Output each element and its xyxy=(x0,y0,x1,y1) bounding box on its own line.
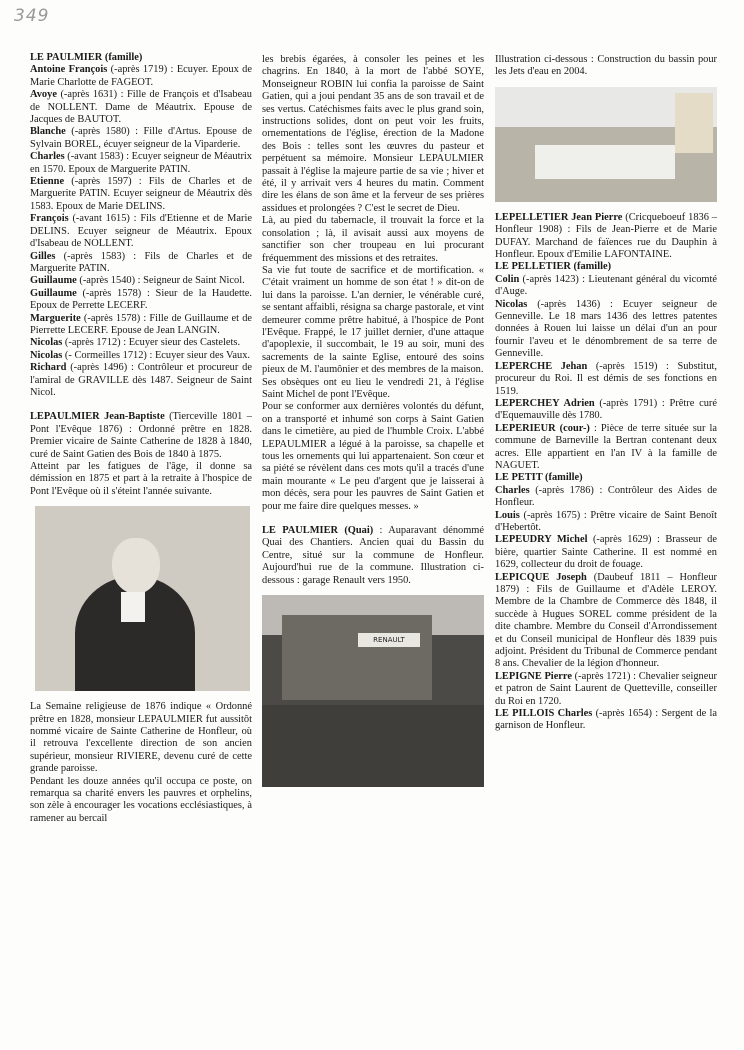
family-entries xyxy=(30,64,252,399)
entry-text: (-après 1597) : Fils de Charles et de Marguerite PATIN. Ecuyer seigneur de Méautrix dès 1583. Epoux de Marie DELINS. xyxy=(30,176,252,212)
entry-text: (-après 1675) : Prêtre vicaire de Saint Benoît d'Hebertôt. xyxy=(495,509,717,533)
column-1 xyxy=(30,52,252,825)
entry-guillaume-1540 xyxy=(30,275,252,287)
entry-name: Nicolas xyxy=(495,298,528,310)
entry-lepelletier xyxy=(495,212,717,262)
entry-text: (-après 1721) : Chevalier seigneur et patron de Saint Laurent de Quetteville, conseiller du Roi en 1720. xyxy=(495,670,718,707)
entry-guillaume-1578 xyxy=(30,288,252,313)
entry-text: (-après 1540) : Seigneur de Saint Nicol. xyxy=(76,275,245,287)
entry-louis xyxy=(495,510,717,535)
entry-text: (-avant 1615) : Fils d'Etienne et de Marie DELINS. Ecuyer seigneur de Méautrix. Epoux d'Isabeau de NOLLENT. xyxy=(30,213,252,250)
entry-text: (Cricqueboeuf 1836 – Honfleur 1908) : Fils de Jean-Pierre et de Marie DUFAY. Marchand de faïences rue du Dauphin à Honfleur. Epoux d'Emilie LAFONTAINE. xyxy=(495,211,717,261)
entry-name: Nicolas xyxy=(30,337,63,349)
entry-francois xyxy=(30,213,252,250)
portrait-photo xyxy=(35,506,250,691)
entry-name: LEPELLETIER Jean Pierre xyxy=(495,211,623,223)
entry-text: (-après 1629) : Brasseur de bière, quartier Sainte Catherine. Il est nommé en 1629, collecteur du droit de fouage. xyxy=(495,534,717,571)
entry-charles xyxy=(30,151,252,176)
entry-text: (-après 1578) : Sieur de la Haudette. Epoux de Perrette LECERF. xyxy=(30,287,252,312)
paragraph: les brebis égarées, à consoler les peines et les chagrins. En 1840, à la mort de l'abbé SOYE, Monseigneur ROBIN lui confia la paroisse de Saint Gatien, qui a joui pendant 35 ans de son travail et de ses vertus. Catéchismes faits avec le plus grand soin, instructions solides, dont on peut voir les fruits, ornementations de l'église, érection de la Madone des Bois : telles sont les œuvres du pasteur et perpétuent sa mémoire. Monsieur LEPAULMIER passait à l'église la majeure partie de sa vie ; hiver et été, il y arrivait vers 4 heures du matin. Comment dire les élans de son âme et la ferveur de ses prières assidues et prolongées ? C'est le secret de Dieu. xyxy=(262,54,484,214)
paragraph: Sa vie fut toute de sacrifice et de mortification. « C'était vraiment un homme de son état ! » dit-on de lui dans la paroisse. L'an dernier, le vénérable curé, se sentant affaibli, résigna sa charge pastorale, et vint demeurer comme prêtre habitué, à l'hospice de Pont l'Evêque. Frappé, le 17 juillet dernier, d'une attaque d'apoplexie, il succombait, le 19 au soir, muni des sacrements de la sainte Eglise, entouré des soins pieux de M. l'aumônier et des membres de la maison. xyxy=(262,264,484,376)
entry-text: (-après 1496) : Contrôleur et procureur de l'amiral de GRAVILLE dès 1487. Seigneur de Saint Nicol. xyxy=(30,362,252,398)
entry-name: Louis xyxy=(495,509,520,521)
entry-name: Avoye xyxy=(30,89,57,101)
paragraph: Là, au pied du tabernacle, il trouvait la force et la consolation ; là, il avisait aussi aux moyens de sanctifier son cher troupeau en lui procurant fréquemment des missions et des retraites. xyxy=(262,215,484,264)
entry-name: Marguerite xyxy=(30,312,81,324)
basin-photo xyxy=(495,87,717,202)
entry-leperche xyxy=(495,361,717,398)
entry-text: (-avant 1583) : Ecuyer seigneur de Méautrix en 1570. Epoux de Marguerite PATIN. xyxy=(30,151,252,175)
entry-charles xyxy=(495,485,717,510)
entry-text: (-après 1580) : Fille d'Artus. Epouse de Sylvain BOREL, écuyer seigneur de la Viparderie. xyxy=(30,126,252,150)
entry-antoine-francois xyxy=(30,64,252,89)
column-2 xyxy=(262,54,484,797)
page-number: 349 xyxy=(14,6,50,26)
entry-name: Nicolas xyxy=(30,349,63,361)
family-heading: LE PAULMIER (famille) xyxy=(30,52,143,63)
entry-name: Blanche xyxy=(30,126,66,138)
entry-blanche xyxy=(30,126,252,151)
entry-name: Charles xyxy=(495,484,530,496)
entry-lepigne xyxy=(495,671,717,708)
entry-name: LEPICQUE Joseph xyxy=(495,571,587,583)
entry-avoye xyxy=(30,89,252,126)
entry-text: (-après 1631) : Fille de François et d'Isabeau de NOLLENT. Dame de Méautrix. Epouse de Jacques de BAUTOT. xyxy=(30,89,252,126)
entry-jean-baptiste xyxy=(30,411,252,461)
entry-text: (-après 1786) : Contrôleur des Aides de Honfleur. xyxy=(495,484,717,509)
entry-nicolas-1712 xyxy=(30,337,252,349)
entry-nicolas xyxy=(495,299,717,361)
paragraph: Ses obsèques ont eu lieu le vendredi 21, à l'église Saint Michel de pont l'Evêque. xyxy=(262,376,484,400)
entry-name: Gilles xyxy=(30,250,56,262)
entry-text: (-après 1654) : Sergent de la garnison de Honfleur. xyxy=(495,708,717,732)
entry-name: Guillaume xyxy=(30,275,77,287)
entry-name: François xyxy=(30,213,69,225)
garage-sign: RENAULT xyxy=(358,633,420,647)
entry-name: Colin xyxy=(495,273,520,285)
entry-text: (-après 1791) : Prêtre curé d'Equemauville dès 1780. xyxy=(495,397,717,422)
entry-text: (Tierceville 1801 – Pont l'Evêque 1876) : Ordonné prêtre en 1828. Premier vicaire de Sainte Catherine de 1828 à 1840, curé de Saint Gatien des Bois de 1840 à 1875. xyxy=(30,411,252,460)
column-3 xyxy=(495,54,717,733)
image-caption: Illustration ci-dessous : Construction du bassin pour les Jets d'eau en 2004. xyxy=(495,54,717,78)
entry-name: Guillaume xyxy=(30,287,77,299)
paragraph: Pour se conformer aux dernières volontés du défunt, on a transporté et inhumé son corps à Saint Gatien dans le cimetière, au pied de l'humble Croix. L'abbé LEPAULMIER a légué à la paroisse, sa chapelle et tous les ornements qui lui appartenaient. Son cœur et sa piété se révèlent dans ces mots qu'il a tracés d'une main mourante « Le peu d'argent que je laisserai à mon décès, sera pour les pauvres de Saint Gatien et pour me faire dire quelques messes. » xyxy=(262,401,484,512)
garage-photo xyxy=(262,595,484,787)
entry-name: LEPERCHEY Adrien xyxy=(495,397,595,409)
entry-quai xyxy=(262,525,484,587)
entry-lepeudry xyxy=(495,534,717,571)
paragraph: Atteint par les fatigues de l'âge, il donne sa démission en 1875 et part à la retraite à l'hospice de Pont l'Evêque où il s'éteint l'année suivante. xyxy=(30,461,252,497)
entry-text: (-après 1578) : Fille de Guillaume et de Pierrette LECERF. Epouse de Jean LANGIN. xyxy=(30,312,252,336)
entry-richard xyxy=(30,362,252,399)
entry-leperchey xyxy=(495,398,717,423)
entry-text: : Pièce de terre située sur la commune de Barneville la Bertran contenant deux acres. Elle appartient en l'an IV à la famille de NAGUET. xyxy=(495,422,717,471)
entry-name: LE PAULMIER (Quai) xyxy=(262,525,374,537)
entry-gilles xyxy=(30,251,252,276)
entry-lepicque xyxy=(495,572,717,671)
entry-name: Antoine François xyxy=(30,64,108,76)
entry-colin xyxy=(495,274,717,299)
entry-name: LEPERCHE Jehan xyxy=(495,360,588,372)
entry-name: LEPERIEUR (cour-) xyxy=(495,422,590,434)
entry-name: LE PILLOIS Charles xyxy=(495,708,593,720)
entry-name: LEPAULMIER Jean-Baptiste xyxy=(30,411,165,423)
entry-name: LEPIGNE Pierre xyxy=(495,670,572,682)
entry-leperieur xyxy=(495,423,717,473)
paragraph: La Semaine religieuse de 1876 indique « Ordonné prêtre en 1828, monsieur LEPAULMIER fut aussitôt nommé vicaire de Sainte Catherine de Honfleur, où il retrouva l'excellente direction de son ancien supérieur, monsieur RIVIERE, devenu curé de cette grande paroisse. xyxy=(30,701,252,775)
entry-marguerite xyxy=(30,313,252,338)
entry-le-pillois xyxy=(495,708,717,733)
entry-text: (Daubeuf 1811 – Honfleur 1879) : Fils de Guillaume et d'Adèle LEROY. Membre de la Chambre de Commerce dès 1848, il succède à Hugues SOREL comme président de la dite chambre. Membre du Conseil d'Arrondissement et du Conseil municipal de Honfleur dès 1839 puis adjoint. Président du Tribunal de Commerce pendant 8 ans. Chevalier de la légion d'honneur. xyxy=(495,571,717,670)
entry-text: (-après 1712) : Ecuyer sieur des Castelets. xyxy=(62,337,241,349)
entry-name: LEPEUDRY Michel xyxy=(495,534,588,546)
paragraph: Pendant les douze années qu'il occupa ce poste, on remarqua sa charité envers les pauvres et orphelins, son zèle à encourager les vocations ecclésiastiques, à ramener au bercail xyxy=(30,775,252,824)
entry-name: Charles xyxy=(30,151,65,163)
family-heading: LE PETIT (famille) xyxy=(495,472,583,484)
entry-text: (-après 1436) : Ecuyer seigneur de Genneville. Le 18 mars 1436 des lettres patentes données à Rouen lui laisse un délai d'un an pour fournir l'aveu et le dénombrement de sa terre de Genneville. xyxy=(495,298,717,360)
entry-etienne xyxy=(30,176,252,213)
entry-text: (-après 1719) : Ecuyer. Epoux de Marie Charlotte de FAGEOT. xyxy=(30,64,252,88)
entry-text: (-après 1423) : Lieutenant général du vicomté d'Auge. xyxy=(495,273,717,298)
entry-nicolas-cormeilles xyxy=(30,350,252,362)
entry-text: (- Cormeilles 1712) : Ecuyer sieur des Vaux. xyxy=(62,349,250,361)
entry-name: Richard xyxy=(30,362,67,374)
entry-text: (-après 1583) : Fils de Charles et de Marguerite PATIN. xyxy=(30,250,252,274)
entry-name: Etienne xyxy=(30,176,65,188)
entry-text: : Auparavant dénommé Quai des Chantiers. Ancien quai du Bassin du Centre, situé sur la commune de Honfleur. Aujourd'hui rue de la commune. Illustration ci-dessous : garage Renault vers 1950. xyxy=(262,525,484,586)
family-heading: LE PELLETIER (famille) xyxy=(495,261,612,273)
entry-text: (-après 1519) : Substitut, procureur du Roi. Il est démis de ses fonctions en 1519. xyxy=(495,360,717,397)
